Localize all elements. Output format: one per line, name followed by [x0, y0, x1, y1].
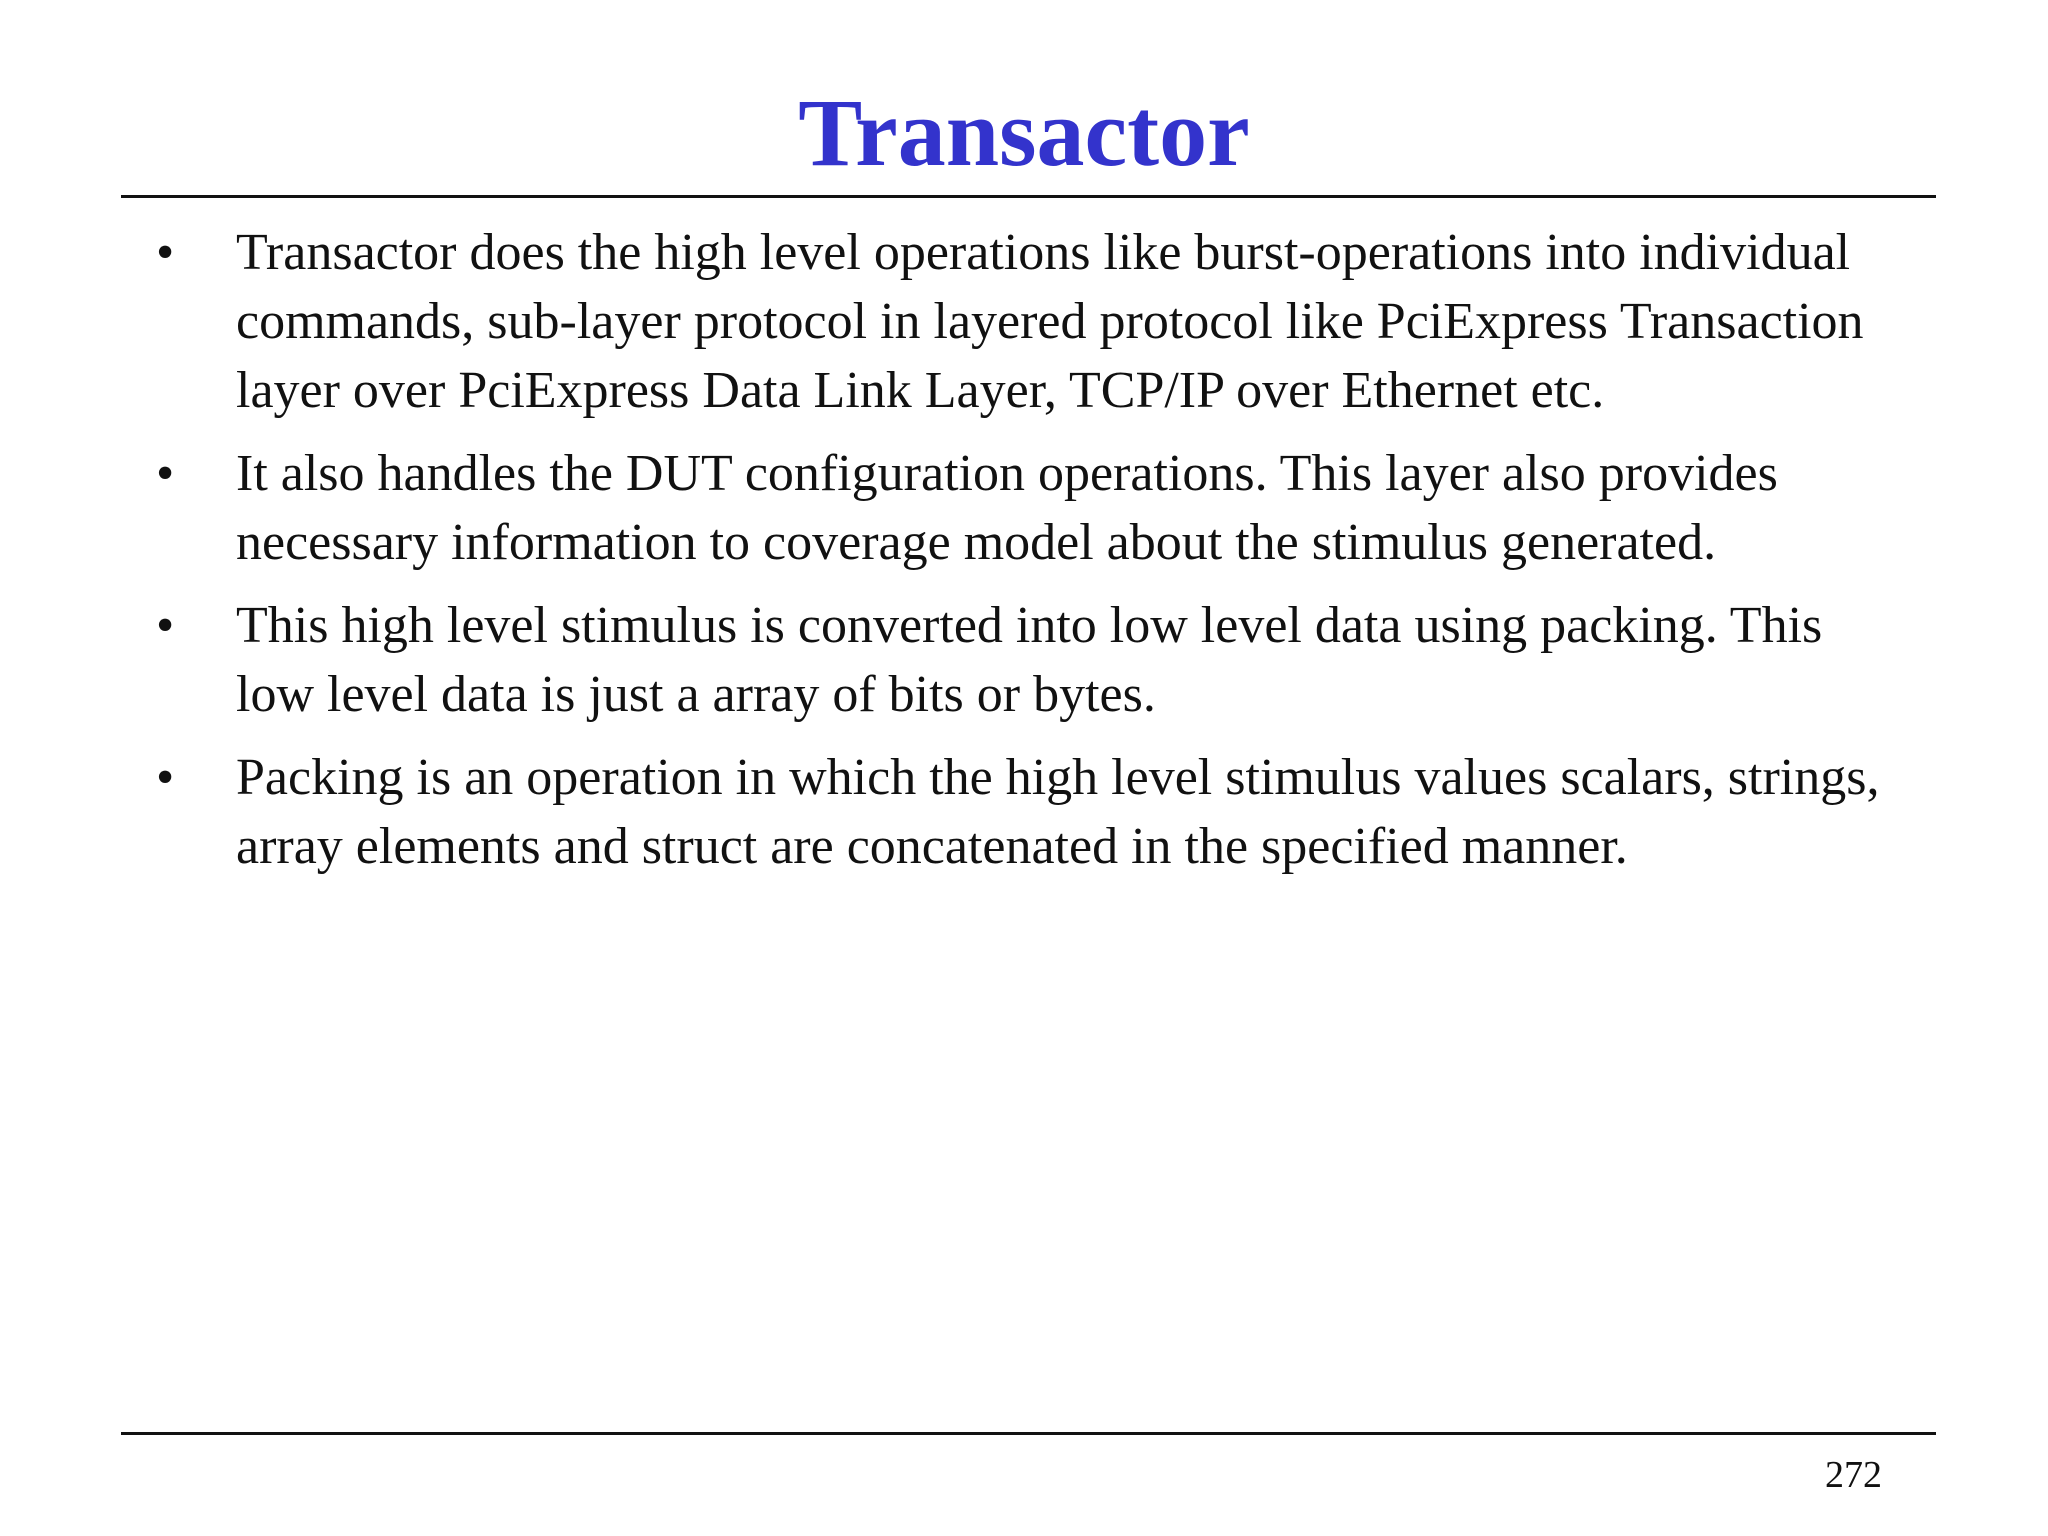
footer-divider: [121, 1432, 1936, 1435]
bullet-item: [0, 591, 2048, 729]
bullet-text: Packing is an operation in which the high level stimulus values scalars, strings, array elements and struct are concatenated in the specified manner.: [236, 749, 1880, 875]
bullet-icon: •: [156, 749, 175, 806]
slide-title: Transactor: [798, 79, 1250, 186]
bullet-icon: •: [156, 224, 175, 281]
bullet-item: [0, 218, 2048, 425]
bullet-item: [0, 439, 2048, 577]
bullet-item: [0, 743, 2048, 881]
bullet-icon: •: [156, 597, 175, 654]
page-number: 272: [1825, 1454, 1882, 1496]
bullet-text: It also handles the DUT configuration operations. This layer also provides necessary information to coverage model about the stimulus generated.: [236, 445, 1778, 571]
title-divider: [121, 195, 1936, 198]
bullet-icon: •: [156, 445, 175, 502]
bullet-text: This high level stimulus is converted into low level data using packing. This low level data is just a array of bits or bytes.: [236, 597, 1823, 723]
bullet-text: Transactor does the high level operations like burst-operations into individual commands, sub-layer protocol in layered protocol like PciExpress Transaction layer over PciExpress Data Link Layer, TCP/IP over Ethernet etc.: [236, 224, 1864, 419]
bullet-list: [0, 218, 2048, 895]
